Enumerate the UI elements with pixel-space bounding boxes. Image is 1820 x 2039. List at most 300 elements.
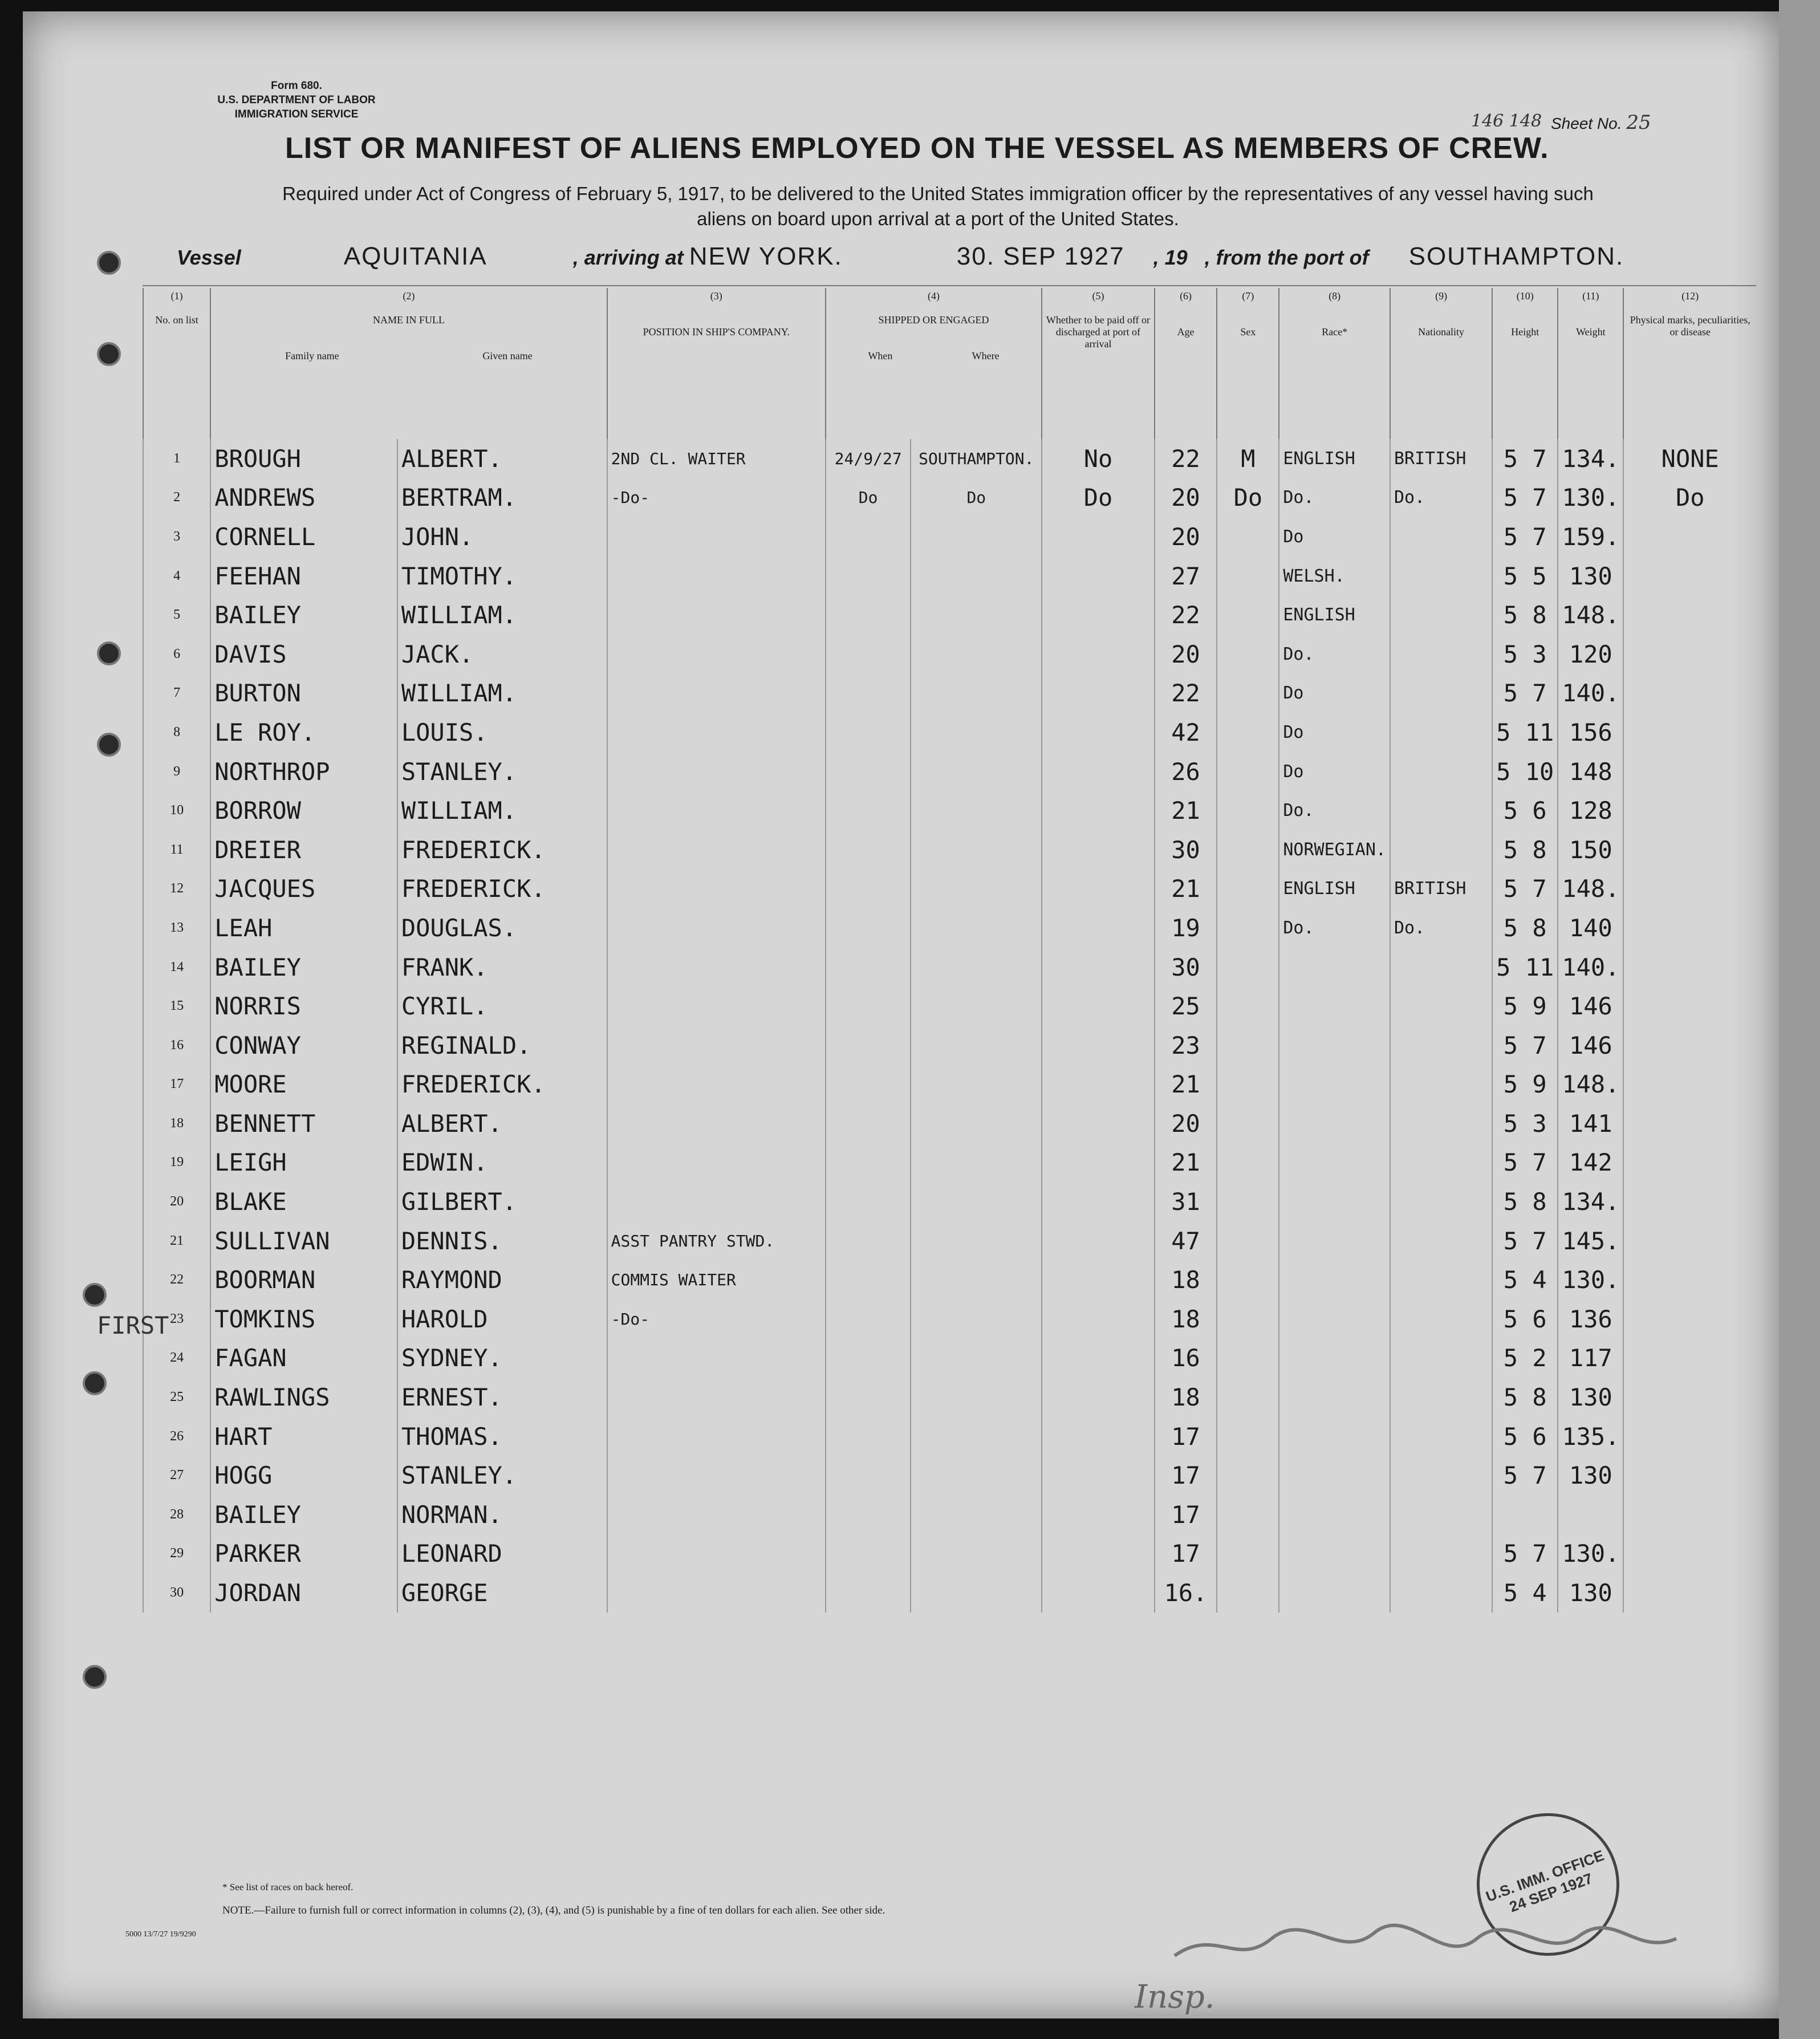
cell-paid [1042, 791, 1155, 830]
cell-race: ENGLISH [1279, 595, 1390, 635]
table-row [143, 908, 1756, 948]
cell-weight: 130 [1558, 1378, 1623, 1417]
cell-age: 18 [1155, 1378, 1217, 1417]
cell-weight [1558, 1495, 1623, 1534]
cell-marks [1623, 752, 1756, 791]
office-stamp: U.S. IMM. OFFICE 24 SEP 1927 [1457, 1793, 1639, 1976]
vessel-name: AQUITANIA [343, 242, 488, 270]
cell-no: 8 [143, 713, 210, 752]
cell-marks [1623, 1104, 1756, 1143]
cell-sex [1217, 1221, 1279, 1261]
cell-age: 17 [1155, 1495, 1217, 1534]
cell-age: 21 [1155, 1143, 1217, 1183]
cell-paid [1042, 948, 1155, 987]
department-label: U.S. DEPARTMENT OF LABOR [217, 94, 376, 106]
cell-weight: 148. [1558, 1065, 1623, 1104]
cell-sex [1217, 1299, 1279, 1339]
cell-height: 5 3 [1492, 635, 1558, 674]
requirement-line-1: Required under Act of Congress of February 5, 1917, to be delivered to the United States immigration officer by the representatives of any vessel having such [282, 183, 1594, 204]
cell-age: 17 [1155, 1534, 1217, 1574]
cell-age: 27 [1155, 557, 1217, 596]
table-row [143, 1573, 1756, 1612]
cell-given: JACK. [397, 635, 607, 674]
cell-where [911, 986, 1042, 1026]
cell-age: 20 [1155, 1104, 1217, 1143]
table-row [143, 1026, 1756, 1065]
cell-given: FREDERICK. [397, 870, 607, 909]
cell-sex [1217, 870, 1279, 909]
cell-nationality [1390, 752, 1492, 791]
cell-given: RAYMOND [397, 1260, 607, 1299]
table-row [143, 948, 1756, 987]
cell-paid [1042, 557, 1155, 596]
table-row [143, 1534, 1756, 1574]
cell-paid [1042, 713, 1155, 752]
cell-marks [1623, 1339, 1756, 1378]
cell-nationality [1390, 1378, 1492, 1417]
cell-nationality [1390, 986, 1492, 1026]
cell-age: 25 [1155, 986, 1217, 1026]
cell-height: 5 7 [1492, 1026, 1558, 1065]
cell-no: 9 [143, 752, 210, 791]
page-edge [1779, 0, 1820, 2039]
cell-weight: 130. [1558, 478, 1623, 518]
table-row [143, 830, 1756, 870]
punch-hole [97, 641, 121, 665]
cell-sex [1217, 713, 1279, 752]
cell-sex [1217, 1495, 1279, 1534]
col-shipped: (4) SHIPPED OR ENGAGED When Where [826, 288, 1042, 439]
cell-weight: 148. [1558, 870, 1623, 909]
cell-no: 17 [143, 1065, 210, 1104]
col-height: (10) Height [1492, 288, 1558, 439]
arrival-date: 30. SEP 1927 [956, 242, 1125, 270]
cell-age: 16 [1155, 1339, 1217, 1378]
cell-position: 2ND CL. WAITER [607, 439, 826, 478]
cell-paid [1042, 1221, 1155, 1261]
cell-when [826, 1573, 911, 1612]
cell-marks [1623, 908, 1756, 948]
table-row [143, 1104, 1756, 1143]
cell-where [911, 948, 1042, 987]
cell-sex [1217, 635, 1279, 674]
cell-when: 24/9/27 [826, 439, 911, 478]
cell-marks: NONE [1623, 439, 1756, 478]
table-row [143, 1378, 1756, 1417]
cell-given: SYDNEY. [397, 1339, 607, 1378]
cell-weight: 135. [1558, 1417, 1623, 1456]
cell-paid [1042, 986, 1155, 1026]
cell-weight: 120 [1558, 635, 1623, 674]
cell-marks [1623, 1495, 1756, 1534]
cell-family: JACQUES [210, 870, 397, 909]
cell-given: FRANK. [397, 948, 607, 987]
table-row [143, 713, 1756, 752]
cell-race: ENGLISH [1279, 870, 1390, 909]
cell-marks [1623, 1378, 1756, 1417]
cell-family: BENNETT [210, 1104, 397, 1143]
cell-where [911, 674, 1042, 713]
cell-position [607, 752, 826, 791]
cell-no: 11 [143, 830, 210, 870]
table-row [143, 674, 1756, 713]
table-row [143, 1065, 1756, 1104]
cell-family: RAWLINGS [210, 1378, 397, 1417]
cell-paid [1042, 1456, 1155, 1495]
cell-when [826, 1417, 911, 1456]
cell-sex [1217, 674, 1279, 713]
form-number: Form 680. [271, 80, 322, 92]
cell-nationality [1390, 557, 1492, 596]
cell-family: BURTON [210, 674, 397, 713]
cell-no: 21 [143, 1221, 210, 1261]
cell-nationality [1390, 1456, 1492, 1495]
cell-height: 5 4 [1492, 1260, 1558, 1299]
cell-sex [1217, 1573, 1279, 1612]
cell-race: ENGLISH [1279, 439, 1390, 478]
cell-weight: 130 [1558, 1573, 1623, 1612]
cell-position [607, 1104, 826, 1143]
cell-no: 24 [143, 1339, 210, 1378]
cell-sex [1217, 791, 1279, 830]
cell-race [1279, 1456, 1390, 1495]
cell-position [607, 948, 826, 987]
cell-position [607, 1495, 826, 1534]
cell-paid [1042, 1378, 1155, 1417]
cell-paid [1042, 1065, 1155, 1104]
cell-sex [1217, 1065, 1279, 1104]
cell-sex [1217, 595, 1279, 635]
cell-no: 30 [143, 1573, 210, 1612]
cell-paid [1042, 908, 1155, 948]
cell-race: Do [1279, 517, 1390, 557]
cell-age: 21 [1155, 791, 1217, 830]
cell-when [826, 830, 911, 870]
cell-position [607, 674, 826, 713]
signature-scrawl [1169, 1916, 1682, 1979]
cell-height: 5 9 [1492, 1065, 1558, 1104]
cell-paid: No [1042, 439, 1155, 478]
cell-position [607, 1143, 826, 1183]
cell-where [911, 713, 1042, 752]
cell-when [826, 908, 911, 948]
col-no: (1) No. on list [143, 288, 210, 439]
cell-sex: Do [1217, 478, 1279, 518]
cell-no: 22 [143, 1260, 210, 1299]
cell-age: 26 [1155, 752, 1217, 791]
cell-when: Do [826, 478, 911, 518]
cell-marks [1623, 830, 1756, 870]
cell-race [1279, 986, 1390, 1026]
cell-when [826, 595, 911, 635]
cell-when [826, 557, 911, 596]
cell-given: WILLIAM. [397, 595, 607, 635]
cell-position [607, 557, 826, 596]
cell-height: 5 11 [1492, 713, 1558, 752]
cell-paid [1042, 1299, 1155, 1339]
cell-when [826, 870, 911, 909]
cell-no: 29 [143, 1534, 210, 1574]
cell-where [911, 1417, 1042, 1456]
cell-sex [1217, 908, 1279, 948]
cell-weight: 128 [1558, 791, 1623, 830]
requirement-line-2: aliens on board upon arrival at a port of the United States. [697, 208, 1179, 229]
cell-height: 5 6 [1492, 1299, 1558, 1339]
cell-paid: Do [1042, 478, 1155, 518]
cell-given: LEONARD [397, 1534, 607, 1574]
cell-race [1279, 1065, 1390, 1104]
cell-race: Do [1279, 713, 1390, 752]
col-race: (8) Race* [1279, 288, 1390, 439]
cell-family: BAILEY [210, 595, 397, 635]
cell-sex [1217, 830, 1279, 870]
cell-when [826, 1065, 911, 1104]
cell-given: ALBERT. [397, 1104, 607, 1143]
cell-race: Do. [1279, 908, 1390, 948]
cell-family: ANDREWS [210, 478, 397, 518]
cell-race: WELSH. [1279, 557, 1390, 596]
cell-paid [1042, 1104, 1155, 1143]
cell-no: 23 [143, 1299, 210, 1339]
cell-paid [1042, 752, 1155, 791]
cell-nationality [1390, 1104, 1492, 1143]
cell-family: BROUGH [210, 439, 397, 478]
cell-race [1279, 1495, 1390, 1534]
cell-marks [1623, 1221, 1756, 1261]
cell-weight: 148. [1558, 595, 1623, 635]
cell-sex [1217, 1456, 1279, 1495]
cell-position [607, 1573, 826, 1612]
cell-family: NORRIS [210, 986, 397, 1026]
cell-sex [1217, 986, 1279, 1026]
cell-family: FAGAN [210, 1339, 397, 1378]
cell-age: 17 [1155, 1417, 1217, 1456]
cell-position [607, 595, 826, 635]
cell-where: Do [911, 478, 1042, 518]
cell-sex [1217, 1182, 1279, 1221]
page-marks: 146 148 [1471, 111, 1542, 131]
cell-no: 14 [143, 948, 210, 987]
cell-no: 7 [143, 674, 210, 713]
cell-weight: 130 [1558, 557, 1623, 596]
inspector-initials: Insp. [1135, 1979, 1215, 2016]
header-rule [143, 285, 1756, 286]
table-row [143, 595, 1756, 635]
cell-where [911, 1534, 1042, 1574]
cell-given: WILLIAM. [397, 791, 607, 830]
cell-sex [1217, 1143, 1279, 1183]
cell-sex: M [1217, 439, 1279, 478]
inspector-signature [1169, 1916, 1682, 1988]
cell-family: TOMKINS [210, 1299, 397, 1339]
cell-nationality [1390, 635, 1492, 674]
cell-weight: 146 [1558, 1026, 1623, 1065]
cell-where: SOUTHAMPTON. [911, 439, 1042, 478]
cell-position [607, 1378, 826, 1417]
vessel-line [177, 242, 1624, 271]
cell-when [826, 1260, 911, 1299]
cell-nationality [1390, 1417, 1492, 1456]
cell-given: FREDERICK. [397, 1065, 607, 1104]
cell-height: 5 8 [1492, 908, 1558, 948]
table-row [143, 870, 1756, 909]
cell-weight: 148 [1558, 752, 1623, 791]
cell-when [826, 1143, 911, 1183]
cell-marks [1623, 713, 1756, 752]
cell-paid [1042, 1573, 1155, 1612]
cell-when [826, 1534, 911, 1574]
table-row [143, 1456, 1756, 1495]
cell-height: 5 8 [1492, 830, 1558, 870]
table-row [143, 1417, 1756, 1456]
punch-hole [83, 1283, 107, 1307]
cell-position [607, 1182, 826, 1221]
cell-height: 5 3 [1492, 1104, 1558, 1143]
cell-no: 18 [143, 1104, 210, 1143]
cell-paid [1042, 1495, 1155, 1534]
cell-sex [1217, 517, 1279, 557]
cell-age: 17 [1155, 1456, 1217, 1495]
cell-race [1279, 1182, 1390, 1221]
cell-position: -Do- [607, 1299, 826, 1339]
table-row [143, 1260, 1756, 1299]
cell-marks [1623, 870, 1756, 909]
cell-when [826, 674, 911, 713]
cell-family: BAILEY [210, 948, 397, 987]
cell-given: TIMOTHY. [397, 557, 607, 596]
table-row [143, 1299, 1756, 1339]
cell-sex [1217, 1534, 1279, 1574]
cell-paid [1042, 517, 1155, 557]
col-physical-marks: (12) Physical marks, peculiarities, or disease [1623, 288, 1756, 439]
cell-given: ERNEST. [397, 1378, 607, 1417]
cell-given: THOMAS. [397, 1417, 607, 1456]
cell-height: 5 9 [1492, 986, 1558, 1026]
cell-marks [1623, 635, 1756, 674]
cell-where [911, 1260, 1042, 1299]
cell-position: COMMIS WAITER [607, 1260, 826, 1299]
cell-when [826, 1299, 911, 1339]
arriving-label: , arriving at [572, 246, 684, 269]
cell-age: 23 [1155, 1026, 1217, 1065]
cell-race [1279, 1573, 1390, 1612]
cell-given: CYRIL. [397, 986, 607, 1026]
cell-height: 5 6 [1492, 791, 1558, 830]
page-title: LIST OR MANIFEST OF ALIENS EMPLOYED ON THE VESSEL AS MEMBERS OF CREW. [285, 132, 1549, 165]
cell-sex [1217, 1260, 1279, 1299]
cell-when [826, 1026, 911, 1065]
cell-weight: 156 [1558, 713, 1623, 752]
cell-nationality [1390, 1534, 1492, 1574]
cell-family: CORNELL [210, 517, 397, 557]
cell-age: 42 [1155, 713, 1217, 752]
cell-no: 1 [143, 439, 210, 478]
cell-when [826, 1339, 911, 1378]
cell-age: 22 [1155, 595, 1217, 635]
cell-height [1492, 1495, 1558, 1534]
cell-no: 2 [143, 478, 210, 518]
cell-given: DENNIS. [397, 1221, 607, 1261]
cell-race [1279, 1339, 1390, 1378]
cell-sex [1217, 557, 1279, 596]
cell-position [607, 1026, 826, 1065]
cell-nationality: BRITISH [1390, 870, 1492, 909]
cell-family: BAILEY [210, 1495, 397, 1534]
cell-when [826, 635, 911, 674]
cell-weight: 159. [1558, 517, 1623, 557]
cell-family: HOGG [210, 1456, 397, 1495]
cell-given: FREDERICK. [397, 830, 607, 870]
cell-position [607, 1534, 826, 1574]
cell-nationality [1390, 1260, 1492, 1299]
cell-nationality [1390, 595, 1492, 635]
cell-race [1279, 1534, 1390, 1574]
vessel-label: Vessel [177, 246, 241, 269]
cell-no: 12 [143, 870, 210, 909]
cell-family: SULLIVAN [210, 1221, 397, 1261]
cell-family: PARKER [210, 1534, 397, 1574]
cell-weight: 142 [1558, 1143, 1623, 1183]
cell-where [911, 517, 1042, 557]
col-sex: (7) Sex [1217, 288, 1279, 439]
cell-weight: 141 [1558, 1104, 1623, 1143]
table-row [143, 1221, 1756, 1261]
cell-age: 22 [1155, 439, 1217, 478]
cell-age: 22 [1155, 674, 1217, 713]
cell-family: HART [210, 1417, 397, 1456]
cell-marks [1623, 1573, 1756, 1612]
cell-nationality [1390, 1221, 1492, 1261]
cell-weight: 130 [1558, 1456, 1623, 1495]
cell-race [1279, 1026, 1390, 1065]
cell-weight: 117 [1558, 1339, 1623, 1378]
cell-age: 18 [1155, 1299, 1217, 1339]
cell-height: 5 7 [1492, 1534, 1558, 1574]
cell-where [911, 908, 1042, 948]
cell-nationality [1390, 713, 1492, 752]
cell-race: Do. [1279, 791, 1390, 830]
cell-no: 15 [143, 986, 210, 1026]
sheet-value: 25 [1626, 111, 1651, 134]
cell-position [607, 713, 826, 752]
cell-sex [1217, 1417, 1279, 1456]
cell-sex [1217, 1104, 1279, 1143]
cell-no: 13 [143, 908, 210, 948]
margin-note: FIRST [97, 1311, 169, 1339]
cell-marks [1623, 791, 1756, 830]
cell-height: 5 10 [1492, 752, 1558, 791]
cell-age: 21 [1155, 1065, 1217, 1104]
cell-no: 20 [143, 1182, 210, 1221]
cell-marks [1623, 1417, 1756, 1456]
cell-family: JORDAN [210, 1573, 397, 1612]
cell-age: 30 [1155, 830, 1217, 870]
cell-height: 5 8 [1492, 595, 1558, 635]
cell-where [911, 557, 1042, 596]
punch-hole [83, 1371, 107, 1395]
table-row [143, 439, 1756, 478]
cell-given: LOUIS. [397, 713, 607, 752]
cell-paid [1042, 870, 1155, 909]
cell-marks [1623, 595, 1756, 635]
cell-paid [1042, 1417, 1155, 1456]
cell-height: 5 7 [1492, 1143, 1558, 1183]
cell-when [826, 752, 911, 791]
cell-race [1279, 1143, 1390, 1183]
col-paid-off: (5) Whether to be paid off or discharged at port of arrival [1042, 288, 1155, 439]
cell-when [826, 1378, 911, 1417]
col-position: (3) POSITION IN SHIP'S COMPANY. [607, 288, 826, 439]
